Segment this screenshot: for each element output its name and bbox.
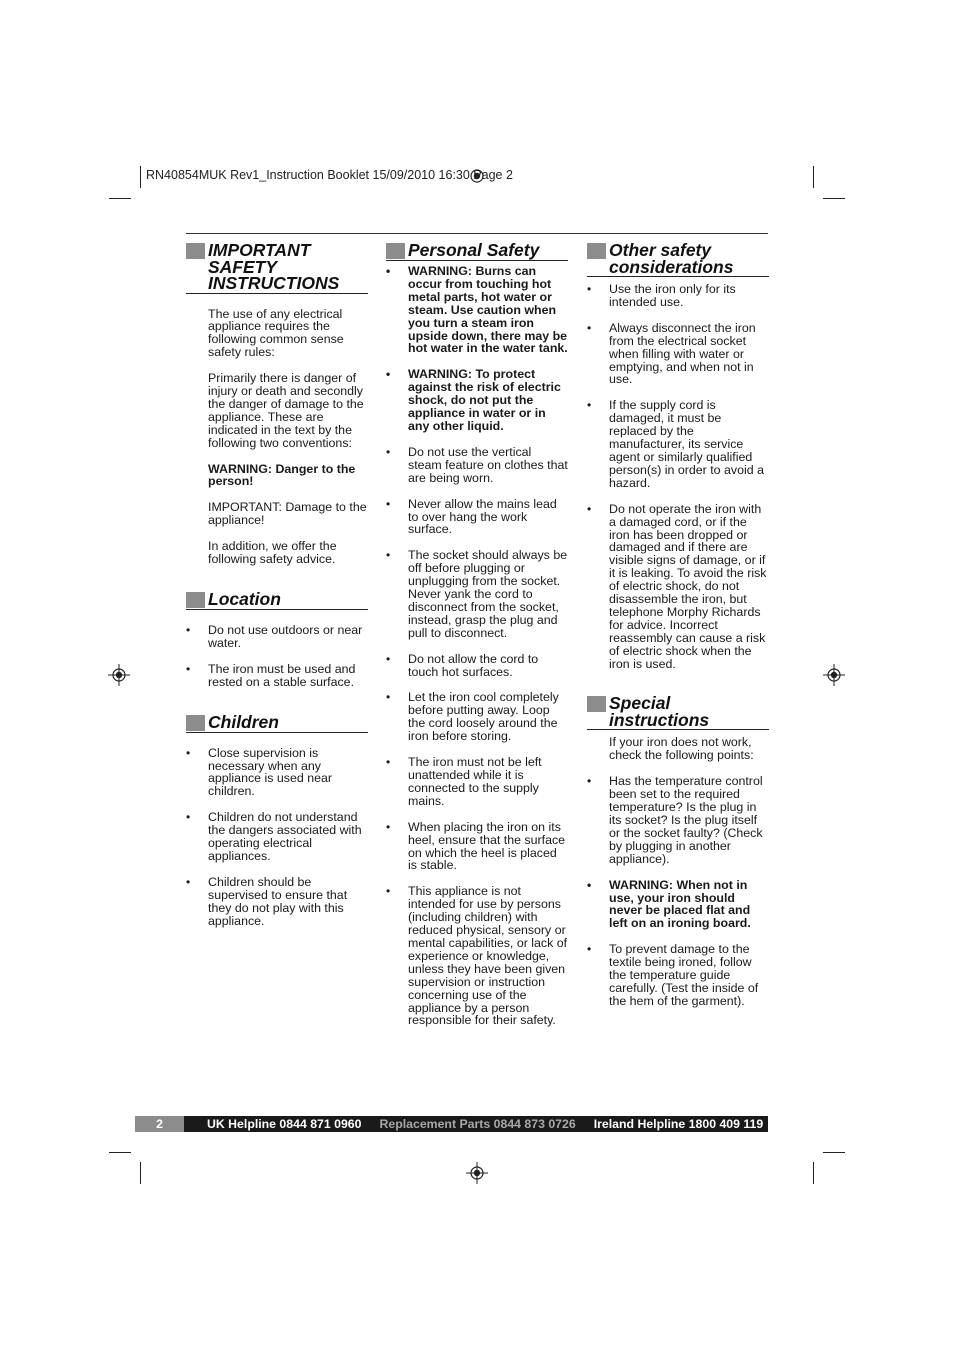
list-item: • When placing the iron on its heel, ensure that the surface on which the heel is placed is stable. [386,821,568,873]
list-item: • Always disconnect the iron from the electrical socket when filling with water or emptying, and when not in use. [587,322,769,387]
replacement-parts: Replacement Parts 0844 873 0726 [379,1117,576,1131]
list-item: • Let the iron cool completely before putting away. Loop the cord loosely around the iron before storing. [386,691,568,743]
top-rule [186,233,768,234]
list-item: • Has the temperature control been set to the required temperature? Is the plug in its socket? Is the plug itself or the socket faulty? (Check by plugging in another appliance). [587,775,769,865]
list-item: • The iron must be used and rested on a stable surface. [186,663,368,689]
list-item: • Do not operate the iron with a damaged cord, or if the iron has been dropped or damaged and if there are visible signs of damage, or if it is leaking. To avoid the risk of electric shock, do not disassemble the iron, but telephone Morphy Richards for advice. Incorrect reassembly can cause a risk of electric shock when the iron is used. [587,503,769,671]
list-item: • Do not use outdoors or near water. [186,624,368,650]
crop-mark [813,1162,814,1184]
registration-mark-icon [823,664,845,686]
slug-line: RN40854MUK Rev1_Instruction Booklet 15/09/2010 16:30 Page 2 [146,168,513,182]
warning-convention: WARNING: Danger to the person! [208,461,356,489]
list-item: • WARNING: Burns can occur from touching hot metal parts, hot water or steam. Use caution when you turn a steam iron upside down, there may be hot water in the water tank. [386,265,568,355]
important-convention: IMPORTANT: Damage to the appliance! [208,500,367,528]
other-safety-heading: Other safety considerations [587,240,769,277]
column-right [587,240,769,1021]
ireland-helpline: Ireland Helpline 1800 409 119 [593,1117,764,1131]
column-middle [386,240,568,1040]
personal-safety-heading: Personal Safety [386,240,568,261]
location-heading: Location [186,589,368,610]
heading-square-icon [186,715,205,731]
list-item: • The iron must not be left unattended while it is connected to the supply mains. [386,756,568,808]
list-item: • Never allow the mains lead to over hang the work surface. [386,498,568,537]
special-instructions-heading: Special instructions [587,693,769,730]
heading-square-icon [386,243,405,259]
crop-mark [823,1152,845,1153]
crop-mark [813,166,814,188]
heading-square-icon [587,696,606,712]
heading-square-icon [186,592,205,608]
list-item: • If the supply cord is damaged, it must be replaced by the manufacturer, its service agent or similarly qualified person(s) in order to avoid a hazard. [587,399,769,489]
important-heading: IMPORTANT SAFETY INSTRUCTIONS [186,240,368,294]
list-item: • To prevent damage to the textile being ironed, follow the temperature guide carefully. (Test the inside of the hem of the garment). [587,943,769,1008]
list-item: • This appliance is not intended for use by persons (including children) with reduced physical, sensory or mental capabilities, or lack of experience or knowledge, unless they have been given supervision or instruction concerning use of the appliance by a person responsible for their safety. [386,885,568,1027]
list-item: • Children should be supervised to ensure that they do not play with this appliance. [186,876,368,928]
intro-paragraph: The use of any electrical appliance requires the following common sense safety rules: [208,306,344,360]
intro-paragraph: Primarily there is danger of injury or death and secondly the danger of damage to the appliance. These are indicated in the text by the following two conventions: [208,371,364,450]
list-item: • Do not allow the cord to touch hot surfaces. [386,653,568,679]
uk-helpline: UK Helpline 0844 871 0960 [207,1117,362,1131]
helpline-footer [135,1116,768,1132]
page-number: 2 [135,1116,184,1132]
list-item: • Do not use the vertical steam feature on clothes that are being worn. [386,446,568,485]
crop-mark [140,166,141,188]
crop-mark [140,1162,141,1184]
list-item: • WARNING: To protect against the risk of electric shock, do not put the appliance in water or in any other liquid. [386,368,568,433]
crop-mark [823,198,845,199]
list-item: • WARNING: When not in use, your iron should never be placed flat and left on an ironing board. [587,879,769,931]
list-item: • Use the iron only for its intended use. [587,283,769,309]
special-intro: If your iron does not work, check the following points: [609,735,754,763]
list-item: • The socket should always be off before plugging or unplugging from the socket. Never yank the cord to disconnect from the socket, instead, grasp the plug and pull to disconnect. [386,549,568,639]
column-left [186,240,368,941]
list-item: • Children do not understand the dangers associated with operating electrical appliances. [186,811,368,863]
heading-square-icon [587,243,606,259]
list-item: • Close supervision is necessary when any appliance is used near children. [186,747,368,799]
crop-mark [109,198,131,199]
registration-mark-icon [108,664,130,686]
registration-mark-icon [466,1162,488,1184]
heading-square-icon [186,243,205,259]
crop-mark [109,1152,131,1153]
children-heading: Children [186,712,368,733]
intro-paragraph: In addition, we offer the following safety advice. [208,539,337,567]
